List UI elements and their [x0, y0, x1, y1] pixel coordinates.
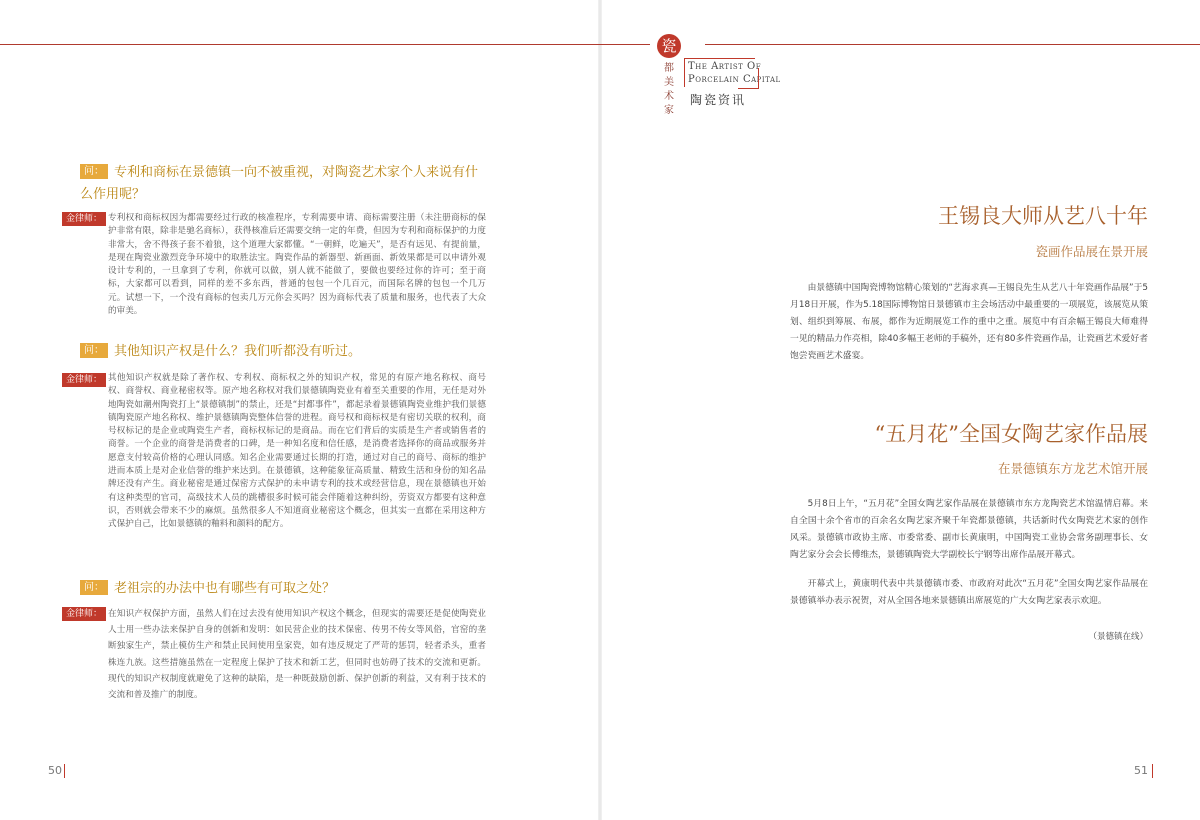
page-number-left: 50	[48, 764, 62, 777]
answer-3: 在知识产权保护方面，虽然人们在过去没有使用知识产权这个概念，但现实的需要还是促使陶瓷业人士用一些办法来保护自身的创新和发明：如民营企业的技术保密、传男不传女等风俗，官窑的垄断独家生产，禁止模仿生产和禁止民间使用皇家瓷，如有违反规定了严苛的惩罚，轻者杀头，重者株连九族。这些措施虽然在一定程度上保护了技术和新工艺，但同时也妨碍了技术的交流和更新。现代的知识产权制度就避免了这种的缺陷，是一种既鼓励创新、保护创新的利益，又有利于技术的交流和普及推广的制度。	[108, 609, 486, 701]
article-1-subtitle: 瓷画作品展在景开展	[1035, 244, 1148, 259]
header-rule-left	[0, 44, 650, 45]
vertical-masthead: 都美术家	[664, 63, 674, 116]
question-tag: 问：	[80, 580, 108, 595]
question-1	[80, 162, 490, 206]
article-source: （景德镇在线）	[1088, 632, 1148, 642]
article-2-paragraph-1: 5月8日上午，“五月花”全国女陶艺家作品展在景德镇市东方龙陶瓷艺术馆温情启幕。来自全国十余个省市的百余名女陶艺家齐聚千年瓷都景德镇，共话新时代女陶瓷艺术家的创作风采。景德镇市政协主席、市委常委、副市长黄康明，中国陶瓷工业协会常务副理事长、女陶艺家分会会长傅维杰，景德镇陶瓷大学副校长宁钢等出席作品展开幕式。	[790, 499, 1148, 560]
header-rule-right	[705, 44, 1200, 45]
answer-2: 其他知识产权就是除了著作权、专利权、商标权之外的知识产权，常见的有原产地名称权、商号权、商誉权、商业秘密权等。原产地名称权对我们景德镇陶瓷业有着至关重要的作用，无任是对外地陶瓷如潮州陶瓷打上“景德镇制”的禁止，还是“封都事件”，都起录着景德镇陶瓷业维护我们景德镇陶瓷原产地名称权、维护景德镇陶瓷整体信誉的进程。商号权和商标权是有密切关联的权利，商号权标记的是企业或陶瓷生产者，商标权标记的是商品。而在它们背后的实质是生产者或销售者的商誉。一个企业的商誉是消费者的口碑，是一种知名度和信任感，是消费者选择你的商品或服务并愿意支付较高价格的心理认同感。知名企业需要通过长期的打造，通过对自己的商号、商标的维护进而本质上是对企业信誉的维护来达到。在景德镇，这种能象征高质量、精致生活和身份的知名品牌还没有产生。商业秘密是通过保密方式保护的未申请专利的技术或经营信息，现在景德镇也开始有这种类型的官司，高级技术人员的跳槽很多时候可能会伴随着这种纠纷，劳资双方都要有这种意识，否则就会带来不少的麻烦。虽然很多人不知道商业秘密这个概念，但其实一直都在采用这种方式保护自己，比如景德镇的釉料和颜料的配方。	[108, 373, 486, 530]
question-tag: 问：	[80, 343, 108, 358]
article-2-paragraph-2: 开幕式上，黄康明代表中共景德镇市委、市政府对此次“五月花”全国女陶艺家作品展在景德镇举办表示祝贺，对从全国各地来景德镇出席展览的广大女陶艺家表示欢迎。	[790, 579, 1148, 606]
english-title-line-2: Porcelain Capital	[688, 74, 781, 85]
answer-tag: 金律师：	[62, 373, 106, 387]
question-tag: 问：	[80, 164, 108, 179]
page-number-bar-right	[1152, 764, 1153, 778]
seal-logo-icon: 瓷	[657, 34, 681, 58]
page-number-right: 51	[1134, 764, 1148, 777]
article-1-title: 王锡良大师从艺八十年	[938, 204, 1148, 228]
question-text: 专利和商标在景德镇一向不被重视，对陶瓷艺术家个人来说有什么作用呢？	[80, 165, 479, 202]
answer-tag: 金律师：	[62, 212, 106, 226]
english-title-line-1: The Artist Of	[688, 61, 762, 72]
question-text: 老祖宗的办法中也有哪些有可取之处？	[114, 581, 336, 596]
answer-tag: 金律师：	[62, 607, 106, 621]
article-2-title: “五月花”全国女陶艺家作品展	[874, 422, 1148, 446]
page-number-bar-left	[64, 764, 65, 778]
article-2-subtitle: 在景德镇东方龙艺术馆开展	[997, 461, 1148, 476]
question-3	[80, 578, 490, 600]
answer-1: 专利权和商标权因为都需要经过行政的核准程序，专利需要申请、商标需要注册（未注册商标的保护非常有限，除非是驰名商标），获得核准后还需要交纳一定的年费，但因为专利和商标保护的力度非常大，舍不得孩子套不着狼，这个道理大家都懂。“一朝鲜，吃遍天”，是否有远见、有提前量，是现在陶瓷业激烈竞争环境中的取胜法宝。陶瓷作品的新器型、新画面、新效果都是可以申请外观设计专利的，一旦拿到了专利，你就可以做，别人就不能做了，要做也要经过你的许可；至于商标，大家都可以看到，同样的差不多东西，普通的包包一个几百元，而国际名牌的包包一个几万元。试想一下，一个没有商标的包卖几万元你会买吗？因为商标代表了质量和服务，也代表了大众的审美。	[108, 213, 486, 317]
right-page	[601, 0, 1200, 820]
question-2	[80, 341, 490, 363]
article-1-paragraph: 由景德镇中国陶瓷博物馆精心策划的“艺海求真—王锡良先生从艺八十年瓷画作品展”于5月18日开展，作为5.18国际博物馆日景德镇市主会场活动中最重要的一项展览，该展览从策划、组织到筹展、布展，都作为近期展览工作的重中之重。展览中有百余幅王锡良大师难得一见的精品力作亮相，除40多幅王老师的手稿外，还有80多件瓷画作品，让瓷画艺术爱好者饱尝瓷画艺术盛宴。	[790, 283, 1148, 361]
section-title: 陶瓷资讯	[690, 93, 747, 107]
question-text: 其他知识产权是什么？我们听都没有听过。	[114, 344, 362, 359]
masthead-frame-bottom	[738, 68, 759, 89]
english-masthead	[688, 60, 781, 86]
page-gutter	[598, 0, 602, 820]
